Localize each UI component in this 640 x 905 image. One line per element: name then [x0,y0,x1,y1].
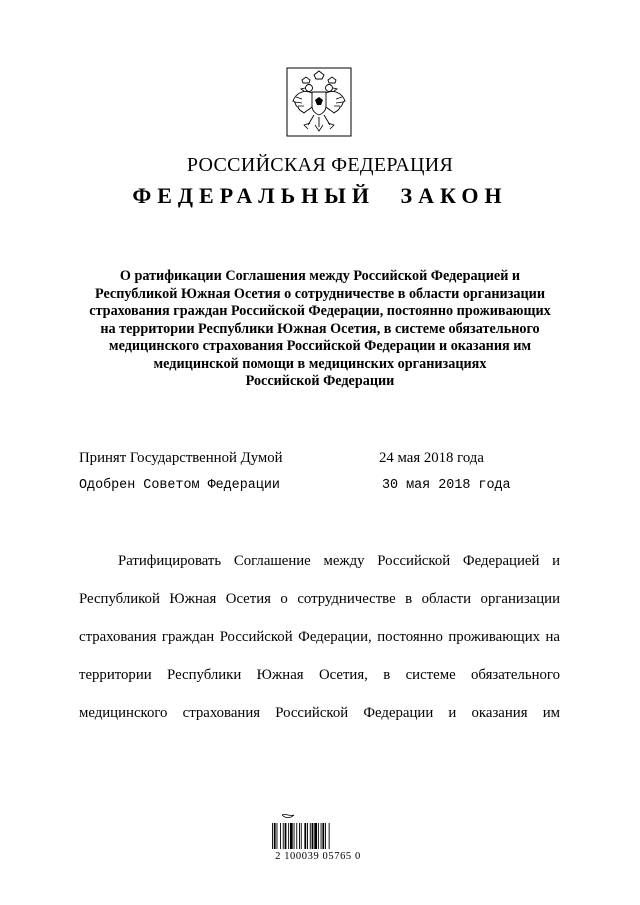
law-title-line: Российской Федерации [245,373,395,389]
law-title-line: на территории Республики Южная Осетия, в системе обязательного [100,320,540,337]
law-title-line: медицинского страхования Российской Федерации и оказания им [108,338,532,354]
duma-adoption-date: 24 мая 2018 года [379,450,484,466]
law-title-line: О ратификации Соглашения между Российской Федерацией и [119,268,521,284]
body-line: Республикой Южная Осетия о сотрудничестве в области организации [79,591,560,607]
body-line: страхования граждан Российской Федерации, постоянно проживающих на [79,629,560,645]
document-type: ФЕДЕРАЛЬНЫЙ ЗАКОН [132,183,508,208]
council-approval-date: 30 мая 2018 года [382,478,511,493]
body-paragraph [79,550,560,740]
duma-adoption-row [79,450,484,467]
law-title-line: страхования граждан Российской Федерации, постоянно проживающих [89,303,551,319]
law-title [70,268,570,391]
barcode-number: 2 100039 05765 0 [275,851,361,862]
duma-adoption-label: Принят Государственной Думой [79,450,283,466]
law-title-line: медицинской помощи в медицинских организациях [153,355,487,372]
barcode-icon [268,813,368,873]
body-line: Ратифицировать Соглашение между Российской Федерацией и [118,553,560,569]
law-title-line: Республикой Южная Осетия о сотрудничестве в области организации [94,285,546,302]
body-line: медицинского страхования Российской Федерации и оказания им [79,705,560,721]
body-line: территории Республики Южная Осетия, в системе обязательного [79,667,560,683]
country-name: РОССИЙСКАЯ ФЕДЕРАЦИЯ [186,154,454,176]
council-approval-label: Одобрен Советом Федерации [79,478,280,493]
coat-of-arms-icon [286,67,352,137]
council-approval-row [79,478,511,493]
